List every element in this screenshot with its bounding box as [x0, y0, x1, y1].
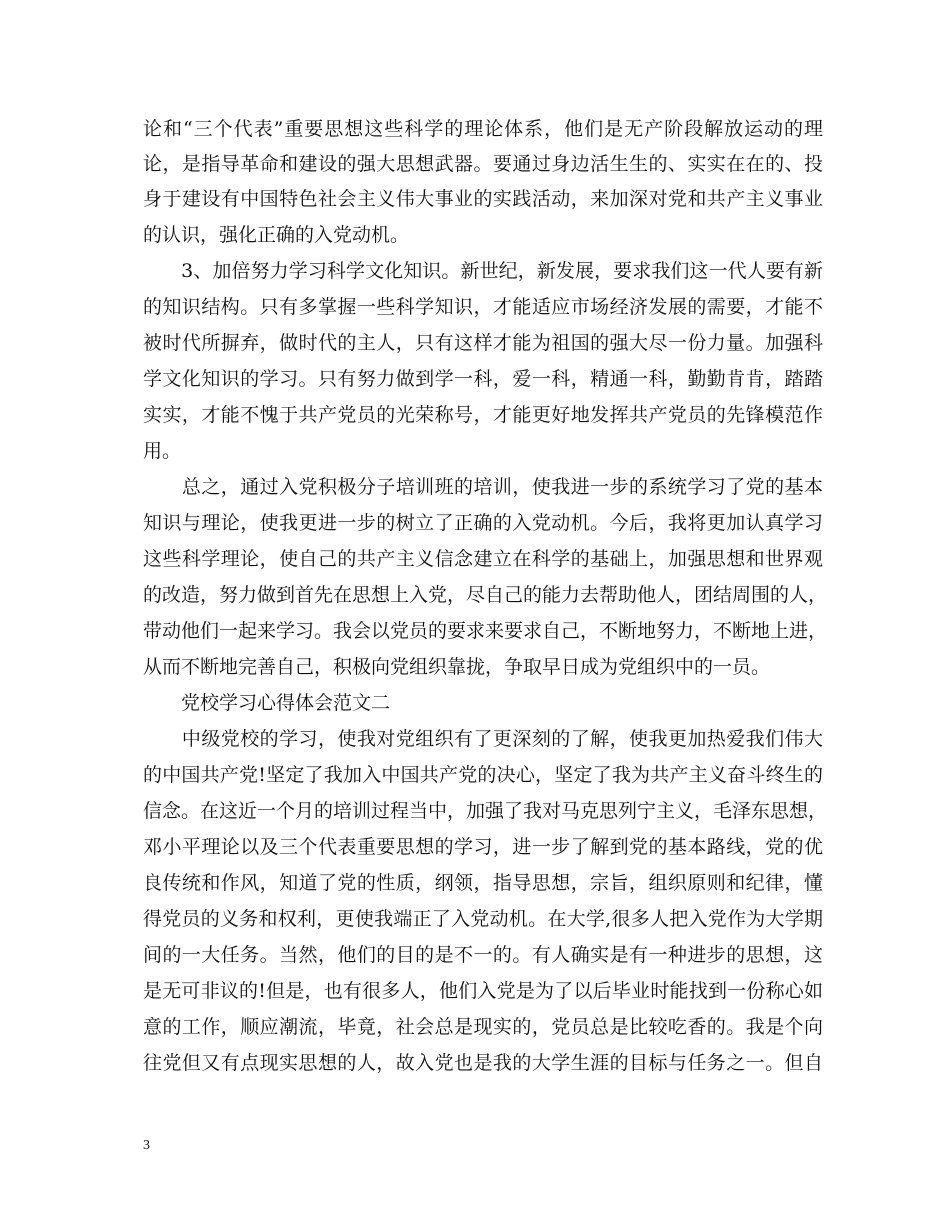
text-line: 带动他们一起来学习。我会以党员的要求来要求自己，不断地努力，不断地上进，: [143, 620, 828, 642]
text-line: 邓小平理论以及三个代表重要思想的学习，进一步了解到党的基本路线，党的优: [143, 836, 823, 858]
text-line: 意的工作，顺应潮流，毕竟，社会总是现实的，党员总是比较吃香的。我是个向: [143, 1016, 823, 1038]
text-line: 中级党校的学习，使我对党组织有了更深刻的了解，使我更加热爱我们伟大: [143, 728, 823, 750]
text-line: 论和“三个代表”重要思想这些科学的理论体系，他们是无产阶段解放运动的理: [143, 118, 823, 140]
section-heading: 党校学习心得体会范文二: [143, 692, 391, 714]
text-line: 信念。在这近一个月的培训过程当中，加强了我对马克思列宁主义，毛泽东思想，: [143, 800, 828, 822]
text-line: 这些科学理论，使自己的共产主义信念建立在科学的基础上，加强思想和世界观: [143, 548, 823, 570]
text-line: 被时代所摒弃，做时代的主人，只有这样才能为祖国的强大尽一份力量。加强科: [143, 332, 823, 354]
text-line: 学文化知识的学习。只有努力做到学一科，爱一科，精通一科，勤勤肯肯，踏踏: [143, 368, 823, 390]
text-line: 间的一大任务。当然，他们的目的是不一的。有人确实是有一种进步的思想，这: [143, 944, 823, 966]
text-line: 得党员的义务和权利，更使我端正了入党动机。在大学,很多人把入党作为大学期: [143, 908, 823, 930]
text-line: 的认识，强化正确的入党动机。: [143, 224, 410, 246]
text-line: 的知识结构。只有多掌握一些科学知识，才能适应市场经济发展的需要，才能不: [143, 296, 823, 318]
text-line: 总之，通过入党积极分子培训班的培训，使我进一步的系统学习了党的基本: [143, 476, 823, 498]
text-line: 身于建设有中国特色社会主义伟大事业的实践活动，来加深对党和共产主义事业: [143, 188, 823, 210]
text-line: 是无可非议的!但是，也有很多人，他们入党是为了以后毕业时能找到一份称心如: [143, 980, 823, 1002]
text-line: 往党但又有点现实思想的人，故入党也是我的大学生涯的目标与任务之一。但自: [143, 1052, 823, 1074]
text-line: 的改造，努力做到首先在思想上入党，尽自己的能力去帮助他人，团结周围的人，: [143, 584, 828, 606]
text-line: 实实，才能不愧于共产党员的光荣称号，才能更好地发挥共产党员的先锋模范作: [143, 404, 823, 426]
text-line: 良传统和作风，知道了党的性质，纲领，指导思想，宗旨，组织原则和纪律，懂: [143, 872, 823, 894]
page-number: 3: [143, 1138, 150, 1153]
text-line: 3、加倍努力学习科学文化知识。新世纪，新发展，要求我们这一代人要有新: [143, 260, 823, 282]
text-line: 知识与理论，使我更进一步的树立了正确的入党动机。今后，我将更加认真学习: [143, 512, 823, 534]
text-line: 用。: [143, 440, 182, 462]
text-line: 从而不断地完善自己，积极向党组织靠拢，争取早日成为党组织中的一员。: [143, 656, 771, 678]
text-line: 的中国共产党!坚定了我加入中国共产党的决心，坚定了我为共产主义奋斗终生的: [143, 764, 823, 786]
text-line: 论，是指导革命和建设的强大思想武器。要通过身边活生生的、实实在在的、投: [143, 153, 823, 175]
